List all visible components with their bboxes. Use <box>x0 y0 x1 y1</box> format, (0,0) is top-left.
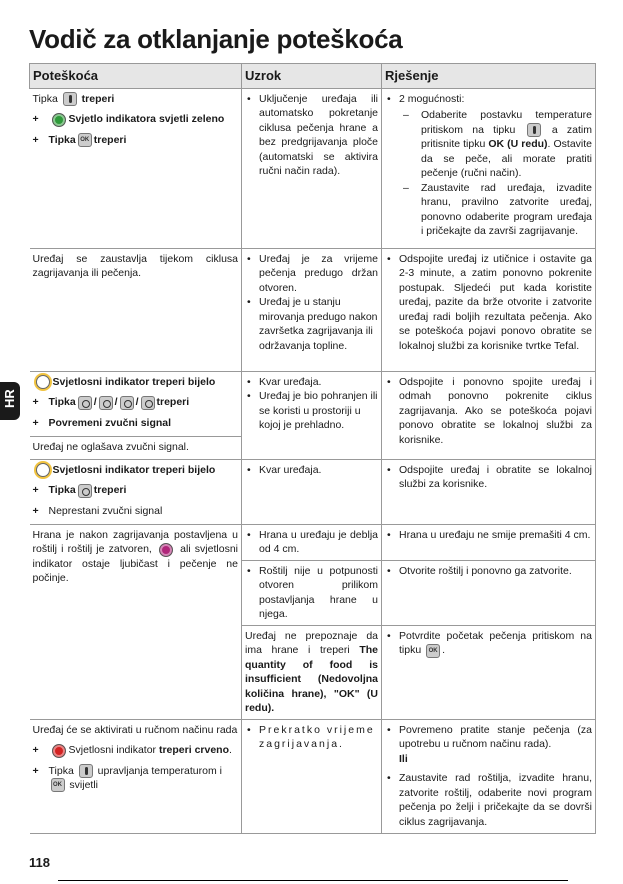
problem-line <box>33 463 239 477</box>
language-tab <box>0 382 20 420</box>
solution-cell <box>382 371 596 459</box>
red-indicator-icon <box>52 744 66 758</box>
problem-text: treperi <box>93 133 127 146</box>
problem-cell <box>30 459 242 524</box>
problem-text: Svjetlosni indikator treperi bijelo <box>52 375 216 388</box>
red-indicator-icon <box>159 543 173 557</box>
problem-text: Neprestani zvučni signal <box>48 504 163 517</box>
problem-text: Svjetlo indikatora svjetli zeleno <box>68 113 225 126</box>
problem-text: Tipka <box>48 133 76 146</box>
thermometer-button-icon <box>79 764 93 778</box>
footer-divider <box>58 880 568 881</box>
thermometer-button-icon <box>63 92 77 106</box>
solution-text: Potvrdite početak pečenja pritiskom na tipku <box>399 629 592 657</box>
problem-line: Uređaj ne oglašava zvučni signal. <box>30 436 242 454</box>
problem-text: treperi crveno <box>158 744 229 757</box>
solution-cell <box>382 459 596 524</box>
solution-item: • Odspojite uređaj i obratite se lokalnoj službi za korisnike. <box>385 463 592 492</box>
solution-cell <box>382 719 596 833</box>
plus-sign: + <box>32 504 39 517</box>
problem-line <box>33 395 239 409</box>
problem-line <box>33 375 239 389</box>
thermometer-button-icon <box>527 123 541 137</box>
solution-cell <box>382 88 596 248</box>
problem-line <box>33 416 239 430</box>
separator: / <box>114 396 118 409</box>
plus-sign: + <box>32 396 39 409</box>
problem-cell <box>30 371 242 459</box>
solution-item <box>385 92 592 239</box>
solution-item: • Hrana u uređaju ne smije premašiti 4 cm. <box>385 528 592 542</box>
cause-cell <box>242 719 382 833</box>
problem-cell <box>30 719 242 833</box>
header-cause: Uzrok <box>242 64 382 89</box>
plus-sign: + <box>32 113 39 126</box>
solution-item <box>385 629 592 658</box>
cause-cell <box>242 371 382 459</box>
table-row <box>30 371 596 459</box>
cause-cell <box>242 248 382 371</box>
program-button-icon <box>141 396 155 410</box>
white-indicator-icon <box>36 375 50 389</box>
plus-sign: + <box>32 133 39 146</box>
cause-cell <box>242 524 382 560</box>
problem-line <box>33 483 239 497</box>
problem-text: Povremeni zvučni signal <box>48 416 172 429</box>
plus-sign: + <box>32 484 39 497</box>
solution-text: Povremeno pratite stanje pečenja (za upotrebu u ručnom načinu rada). <box>399 723 592 751</box>
problem-text <box>49 764 222 793</box>
problem-text <box>69 743 232 757</box>
solution-subitem <box>399 108 592 180</box>
solution-item: • Odspojite uređaj iz utičnice i ostavite ga 2-3 minute, a zatim ponovno pokrenite postupak. Sljedeći put kada koristite uređaj, pazite da brže otvorite i zatvorite uređaj radi boljih rezultata pečenja. Ako se poteškoća pojavi ponovo obratite se lokalnoj službi za korisnike tvrtke Tefal. <box>385 252 592 353</box>
problem-line: Uređaj će se aktivirati u ručnom načinu rada <box>32 723 238 736</box>
problem-cell <box>30 88 242 248</box>
table-row <box>30 524 596 560</box>
white-indicator-icon <box>36 463 50 477</box>
cause-text: The quantity of food is insufficient (Nedovoljna količina hrane), "OK" (U redu). <box>245 644 379 715</box>
cause-item: • Hrana u uređaju je deblja od 4 cm. <box>245 528 378 557</box>
cause-item: • Kvar uređaja. <box>245 463 378 477</box>
problem-text: . <box>229 744 232 757</box>
cause-item: • Uključenje uređaja ili automatsko pokretanje ciklusa pečenja hrane a bez predgrijavanja ploče (automatski se aktivira ručni način rada). <box>245 92 378 179</box>
header-solution: Rješenje <box>382 64 596 89</box>
program-button-icon <box>120 396 134 410</box>
program-button-icon <box>78 484 92 498</box>
problem-line <box>33 112 239 126</box>
problem-text: svijetli <box>69 779 99 792</box>
problem-line <box>33 743 239 757</box>
cause-item: • Prekratko vrijeme zagrijavanja. <box>245 723 378 752</box>
separator: / <box>93 396 97 409</box>
green-indicator-icon <box>52 113 66 127</box>
page-title: Vodič za otklanjanje poteškoća <box>29 24 403 54</box>
solution-subitem: – Zaustavite rad uređaja, izvadite hranu, pravilno zatvorite uređaj, ponovno odaberite program uređaja i pričekajte da završi zagrijavanje. <box>399 181 592 239</box>
solution-text: OK (U redu) <box>488 138 548 151</box>
solution-text: . <box>442 644 446 657</box>
problem-text: treperi <box>81 92 115 105</box>
solution-cell <box>382 625 596 719</box>
ok-button-icon <box>51 778 65 792</box>
page-number: 118 <box>29 855 50 870</box>
solution-text: Odaberite postavku temperature pritiskom na tipku <box>421 109 592 136</box>
cause-cell <box>242 560 382 625</box>
problem-text: Svjetlosni indikator treperi bijelo <box>52 463 216 476</box>
solution-cell <box>382 248 596 371</box>
troubleshooting-table <box>29 63 596 834</box>
ok-button-icon <box>426 644 440 658</box>
language-tab-label: HR <box>2 389 17 408</box>
separator: / <box>135 396 139 409</box>
problem-text: Svjetlosni indikator <box>68 744 157 757</box>
problem-text: upravljanja temperaturom i <box>97 764 222 777</box>
problem-text: Tipka <box>32 92 58 105</box>
plus-sign: + <box>32 764 39 777</box>
solution-cell <box>382 560 596 625</box>
problem-text: treperi <box>93 484 127 497</box>
plus-sign: + <box>32 744 39 757</box>
solution-text: Ili <box>399 752 408 765</box>
cause-item: • Kvar uređaja. <box>245 375 378 389</box>
table-row <box>30 719 596 833</box>
cause-item: • Uređaj je bio pohranjen ili se koristi u prostoriji u kojoj je prehladno. <box>245 389 378 432</box>
table-header-row <box>30 64 596 89</box>
problem-text: Hrana je nakon zagrijavanja postavljena u roštilj i roštilj je zatvoren, <box>32 528 238 556</box>
cause-cell <box>242 88 382 248</box>
table-row <box>30 459 596 524</box>
cause-item: • Roštilj nije u potpunosti otvoren prilikom postavljanja hrane u njega. <box>245 564 378 622</box>
solution-item: • Otvorite roštilj i ponovno ga zatvorite. <box>385 564 592 578</box>
plus-sign: + <box>32 416 39 429</box>
problem-text: Tipka <box>48 396 76 409</box>
problem-text: treperi <box>156 396 190 409</box>
solution-cell <box>382 524 596 560</box>
program-button-icon <box>99 396 113 410</box>
solution-text: . Ostavite da se peče, ali morate pratiti pečenje (ručni način). <box>421 138 592 180</box>
table-row <box>30 248 596 371</box>
header-problem: Poteškoća <box>30 64 242 89</box>
cause-text: Uređaj ne prepoznaje da ima hrane i treperi <box>245 629 378 657</box>
ok-button-icon <box>78 133 92 147</box>
cause-cell <box>242 625 382 719</box>
solution-item <box>385 723 592 766</box>
cause-item: • Uređaj je za vrijeme pečenja predugo držan otvoren. <box>245 252 378 295</box>
problem-text: Tipka <box>48 764 74 777</box>
solution-text: 2 mogućnosti: <box>399 92 465 105</box>
solution-item: • Odspojite i ponovno spojite uređaj i odmah ponovno pokrenite ciklus zagrijavanja. Ako se poteškoća pojavi ponovo obratite se lokalnoj službi za korisnike. <box>385 375 592 447</box>
solution-text: a zatim pritisnite tipku <box>421 123 593 151</box>
cause-cell <box>242 459 382 524</box>
problem-line <box>33 764 239 793</box>
table-row <box>30 88 596 248</box>
problem-cell: Uređaj se zaustavlja tijekom ciklusa zagrijavanja ili pečenja. <box>30 248 242 371</box>
problem-line <box>33 92 239 106</box>
program-button-icon <box>78 396 92 410</box>
cause-item: • Uređaj je u stanju mirovanja predugo nakon završetka zagrijavanja ili održavanja topline. <box>245 295 378 353</box>
problem-text: ali svjetlosni indikator ostaje ljubičast i pečenje ne počinje. <box>32 543 238 585</box>
problem-text: Tipka <box>48 484 76 497</box>
solution-item: • Zaustavite rad roštilja, izvadite hranu, zatvorite roštilj, odaberite novi program pečenja po želji i pričekajte da se dovrši ciklus zagrijavanja. <box>385 771 592 829</box>
problem-line <box>33 133 239 147</box>
problem-cell <box>30 524 242 719</box>
problem-line <box>33 504 239 518</box>
